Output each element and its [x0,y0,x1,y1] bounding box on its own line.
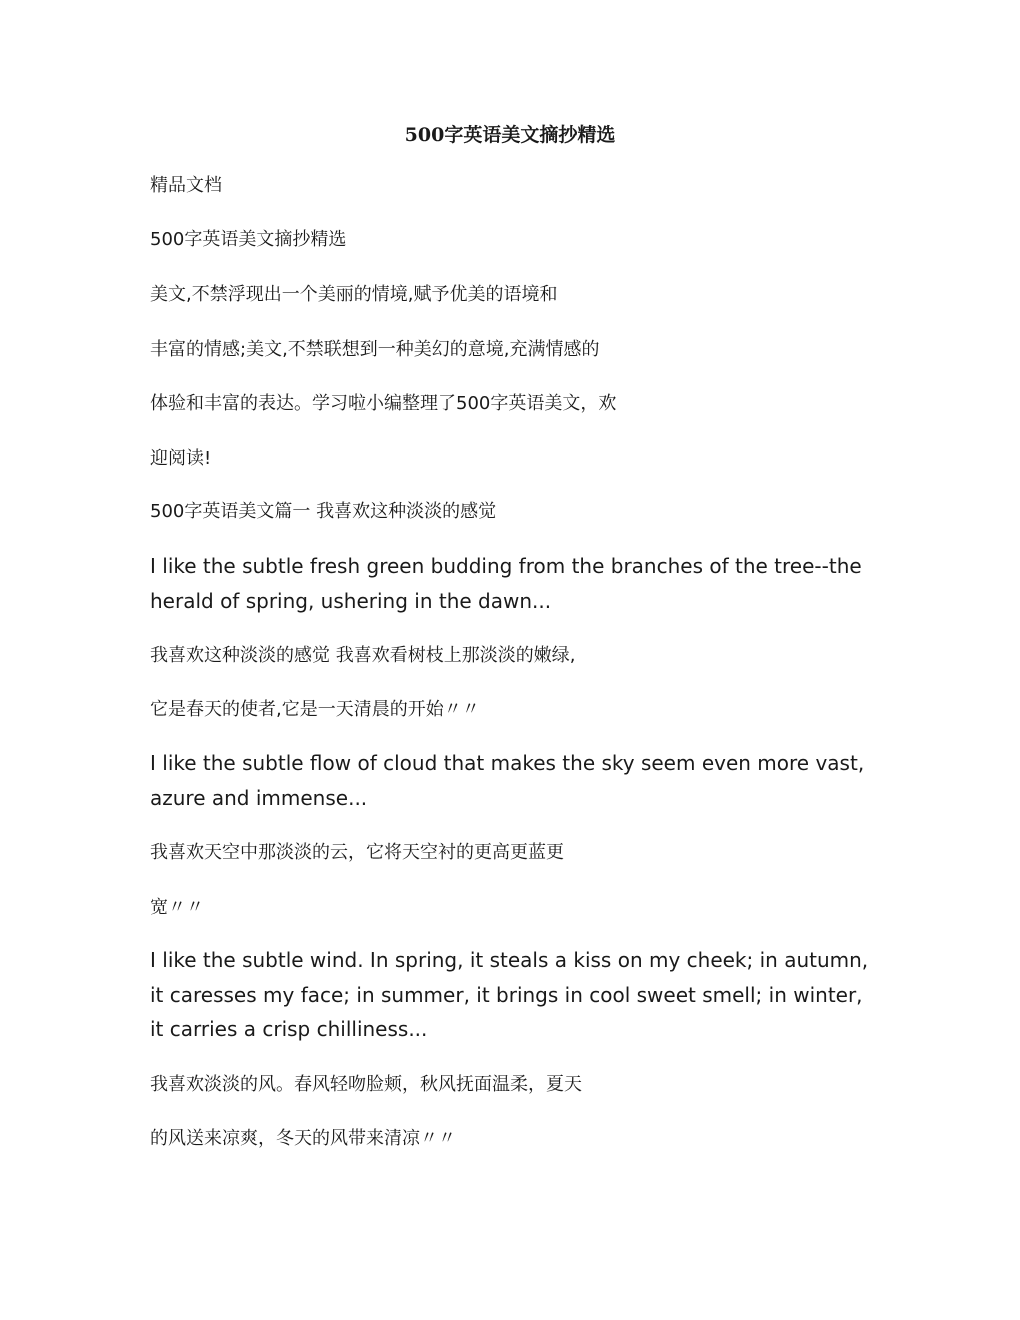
chinese-paragraph-1-line-2: 它是春天的使者,它是一天清晨的开始〃〃 [150,699,480,720]
intro-line-2: 丰富的情感;美文,不禁联想到一种美幻的意境,充满情感的 [150,339,600,360]
header-label: 精品文档 [150,175,222,196]
subtitle-paragraph: 500字英语美文摘抄精选 [150,229,347,250]
chinese-paragraph-1-line-1: 我喜欢这种淡淡的感觉 我喜欢看树枝上那淡淡的嫩绿, [150,645,576,666]
chinese-paragraph-3-line-2: 的风送来凉爽，冬天的风带来清凉〃〃 [150,1128,456,1149]
chinese-paragraph-2-line-1: 我喜欢天空中那淡淡的云，它将天空衬的更高更蓝更 [150,842,564,863]
section-heading: 500字英语美文篇一 我喜欢这种淡淡的感觉 [150,501,497,522]
intro-line-1: 美文,不禁浮现出一个美丽的情境,赋予优美的语境和 [150,284,558,305]
chinese-paragraph-3-line-1: 我喜欢淡淡的风。春风轻吻脸颊，秋风抚面温柔，夏天 [150,1074,582,1095]
intro-line-3: 体验和丰富的表达。学习啦小编整理了500字英语美文，欢 [150,393,617,414]
chinese-paragraph-2-line-2: 宽〃〃 [150,897,204,918]
english-paragraph-2: I like the subtle flow of cloud that makes the sky seem even more vast, azure and immense... [150,751,865,810]
intro-line-4: 迎阅读! [150,448,212,469]
document-title: 500字英语美文摘抄精选 [404,124,616,146]
english-paragraph-3: I like the subtle wind. In spring, it steals a kiss on my cheek; in autumn, it caresses my face; in summer, it brings in cool sweet smell; in winter, it carries a crisp chilliness... [150,948,869,1041]
english-paragraph-1: I like the subtle fresh green budding from the branches of the tree--the herald of spring, ushering in the dawn... [150,554,862,613]
